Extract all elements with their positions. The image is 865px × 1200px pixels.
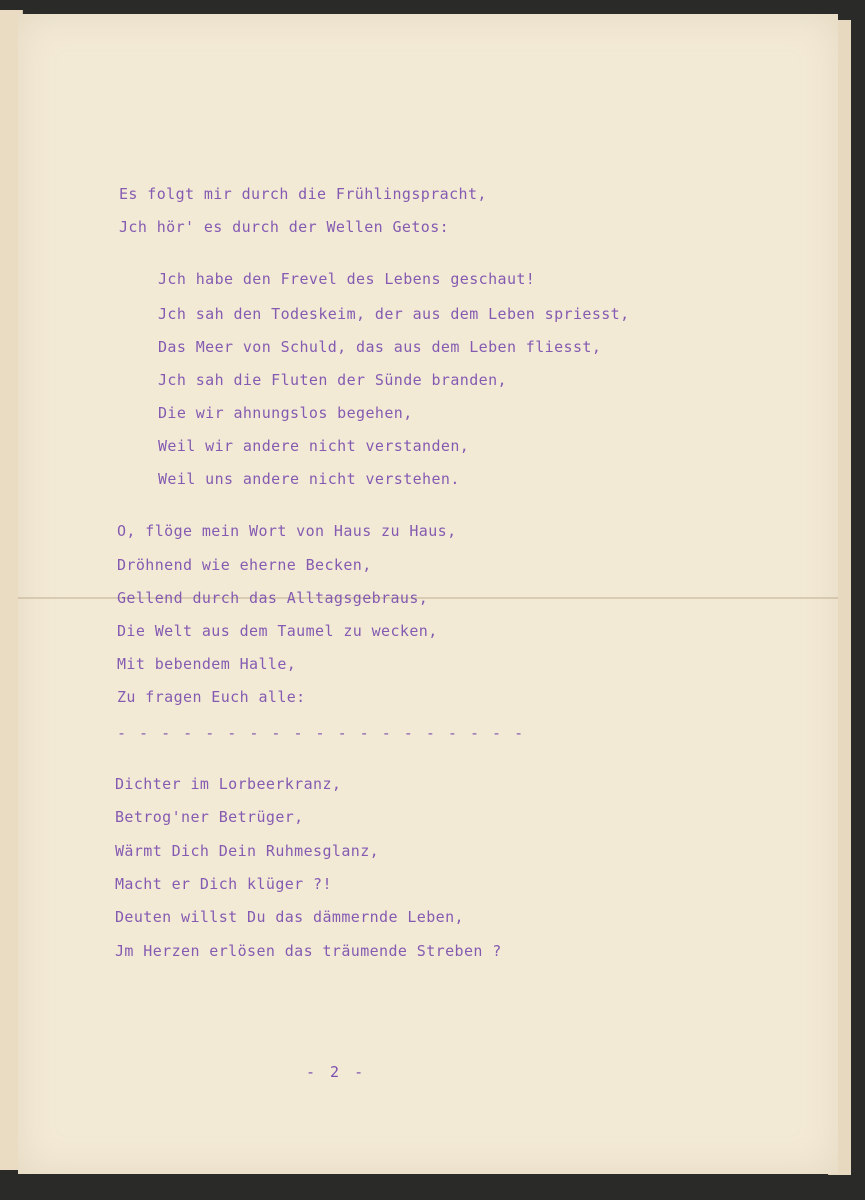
poem-line: Deuten willst Du das dämmernde Leben,: [115, 908, 464, 926]
poem-line: Weil wir andere nicht verstanden,: [158, 437, 470, 455]
poem-line: Betrog'ner Betrüger,: [115, 808, 304, 826]
poem-line: Dichter im Lorbeerkranz,: [115, 775, 342, 793]
poem-line: Jch sah den Todeskeim, der aus dem Leben spriesst,: [158, 305, 630, 323]
poem-line: Wärmt Dich Dein Ruhmesglanz,: [115, 842, 380, 860]
poem-line: Jch habe den Frevel des Lebens geschaut!: [158, 270, 536, 288]
poem-line: Macht er Dich klüger ?!: [115, 875, 332, 893]
poem-line: Gellend durch das Alltagsgebraus,: [117, 589, 429, 607]
dashed-separator: - - - - - - - - - - - - - - - - - - -: [117, 724, 526, 742]
poem-line: Das Meer von Schuld, das aus dem Leben fliesst,: [158, 338, 602, 356]
poem-line: Weil uns andere nicht verstehen.: [158, 470, 460, 488]
page-number: - 2 -: [306, 1063, 367, 1081]
poem-line: Jch hör' es durch der Wellen Getos:: [119, 218, 450, 236]
poem-line: Die Welt aus dem Taumel zu wecken,: [117, 622, 438, 640]
poem-line: Mit bebendem Halle,: [117, 655, 297, 673]
poem-line: Zu fragen Euch alle:: [117, 688, 306, 706]
poem-line: Jch sah die Fluten der Sünde branden,: [158, 371, 507, 389]
poem-line: Dröhnend wie eherne Becken,: [117, 556, 372, 574]
poem-line: Die wir ahnungslos begehen,: [158, 404, 413, 422]
poem-line: Jm Herzen erlösen das träumende Streben ?: [115, 942, 502, 960]
poem-line: Es folgt mir durch die Frühlingspracht,: [119, 185, 487, 203]
poem-line: O, flöge mein Wort von Haus zu Haus,: [117, 522, 457, 540]
